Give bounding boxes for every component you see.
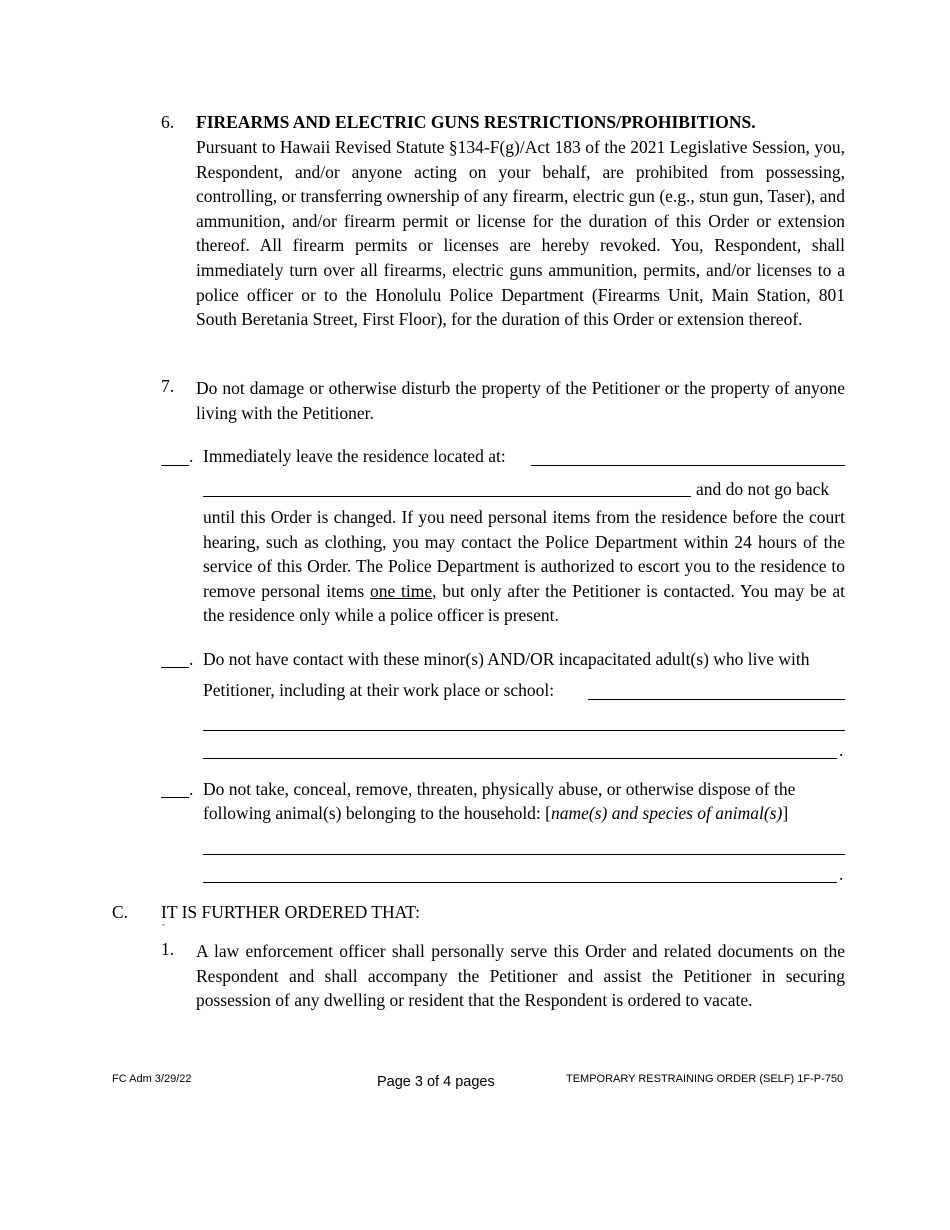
minors-names-line-1[interactable] <box>588 699 845 700</box>
no-contact-line-2: Petitioner, including at their work place or school: <box>203 680 555 700</box>
minors-names-line-3[interactable] <box>203 758 837 759</box>
item-6-heading: FIREARMS AND ELECTRIC GUNS RESTRICTIONS/PROHIBITIONS. <box>196 112 756 132</box>
leave-residence-body-post: , but only after the Petitioner is contacted. You may be at the residence only while a police officer is present. <box>203 580 845 626</box>
footer-form-title: TEMPORARY RESTRAINING ORDER (SELF) 1F-P-750 <box>566 1073 844 1085</box>
footer-form-id: FC Adm 3/29/22 <box>112 1073 192 1085</box>
item-6-body: Pursuant to Hawaii Revised Statute §134-F(g)/Act 183 of the 2021 Legislative Session, you, Respondent, and/or anyone acting on your behalf, are prohibited from possessing, controlling, or transferring ownership of any firearm, electric gun (e.g., stun gun, Taser), and ammunition, and/or firearm permit or license for the duration of this Order or extension thereof. All firearm permits or licenses are hereby revoked. You, Respondent, shall immediately turn over all firearms, electric guns ammunition, permits, and/or licenses to a police officer or to the Honolulu Police Department (Firearms Unit, Main Station, 801 South Beretania Street, First Floor), for the duration of this Order or extension thereof. <box>196 137 845 330</box>
animals-line-2-italic: name(s) and species of animal(s) <box>551 803 783 823</box>
leave-residence-body-pre: until this Order is changed. If you need personal items from the residence before the court hearing, such as clothing, you may contact the Police Department within 24 hours of the service of this Order. The Police Department is authorized to escort you to the residence to remove personal items <box>203 507 845 601</box>
no-contact-checkbox-blank[interactable] <box>161 667 189 668</box>
one-time-underlined: one time <box>369 580 433 601</box>
no-contact-line-1: Do not have contact with these minor(s) AND/OR incapacitated adult(s) who live with <box>203 649 810 669</box>
leave-residence-body <box>203 505 845 628</box>
animals-end-period: . <box>839 864 844 884</box>
section-c-item-1-body: A law enforcement officer shall personally serve this Order and related documents on the Respondent and shall accompany the Petitioner and assist the Petitioner in securing possession of any dwelling or resident that the Respondent is ordered to vacate. <box>196 941 845 1011</box>
section-c-letter: C. <box>112 902 129 922</box>
item-6-number: 6. <box>161 112 175 132</box>
animals-checkbox-blank[interactable] <box>161 797 189 798</box>
leave-residence-lead: Immediately leave the residence located at: <box>203 446 506 466</box>
animals-line-blank-2[interactable] <box>203 882 837 883</box>
animals-line-2 <box>203 803 788 824</box>
leave-residence-checkbox-blank[interactable] <box>161 465 189 466</box>
animals-line-blank-1[interactable] <box>203 854 845 855</box>
residence-address-line-1[interactable] <box>531 465 845 466</box>
leave-residence-marker: . <box>189 446 194 466</box>
section-c-item-1-number: 1. <box>161 939 175 959</box>
minors-end-period: . <box>839 740 844 760</box>
animals-line-1: Do not take, conceal, remove, threaten, physically abuse, or otherwise dispose of the <box>203 779 796 799</box>
no-contact-marker: . <box>189 649 194 669</box>
section-c-stray-mark: - <box>162 920 165 929</box>
section-c-heading: IT IS FURTHER ORDERED THAT: <box>161 902 420 922</box>
residence-address-line-2[interactable] <box>203 496 691 497</box>
item-7-number: 7. <box>161 376 175 396</box>
animals-line-2-post: ] <box>782 803 789 823</box>
animals-line-2-pre: following animal(s) belonging to the household: [ <box>203 803 552 823</box>
minors-names-line-2[interactable] <box>203 730 845 731</box>
item-7-body: Do not damage or otherwise disturb the property of the Petitioner or the property of anyone living with the Petitioner. <box>196 378 845 423</box>
animals-marker: . <box>189 779 194 799</box>
footer-page-number: Page 3 of 4 pages <box>377 1074 495 1090</box>
leave-residence-continuation: and do not go back <box>696 479 830 499</box>
